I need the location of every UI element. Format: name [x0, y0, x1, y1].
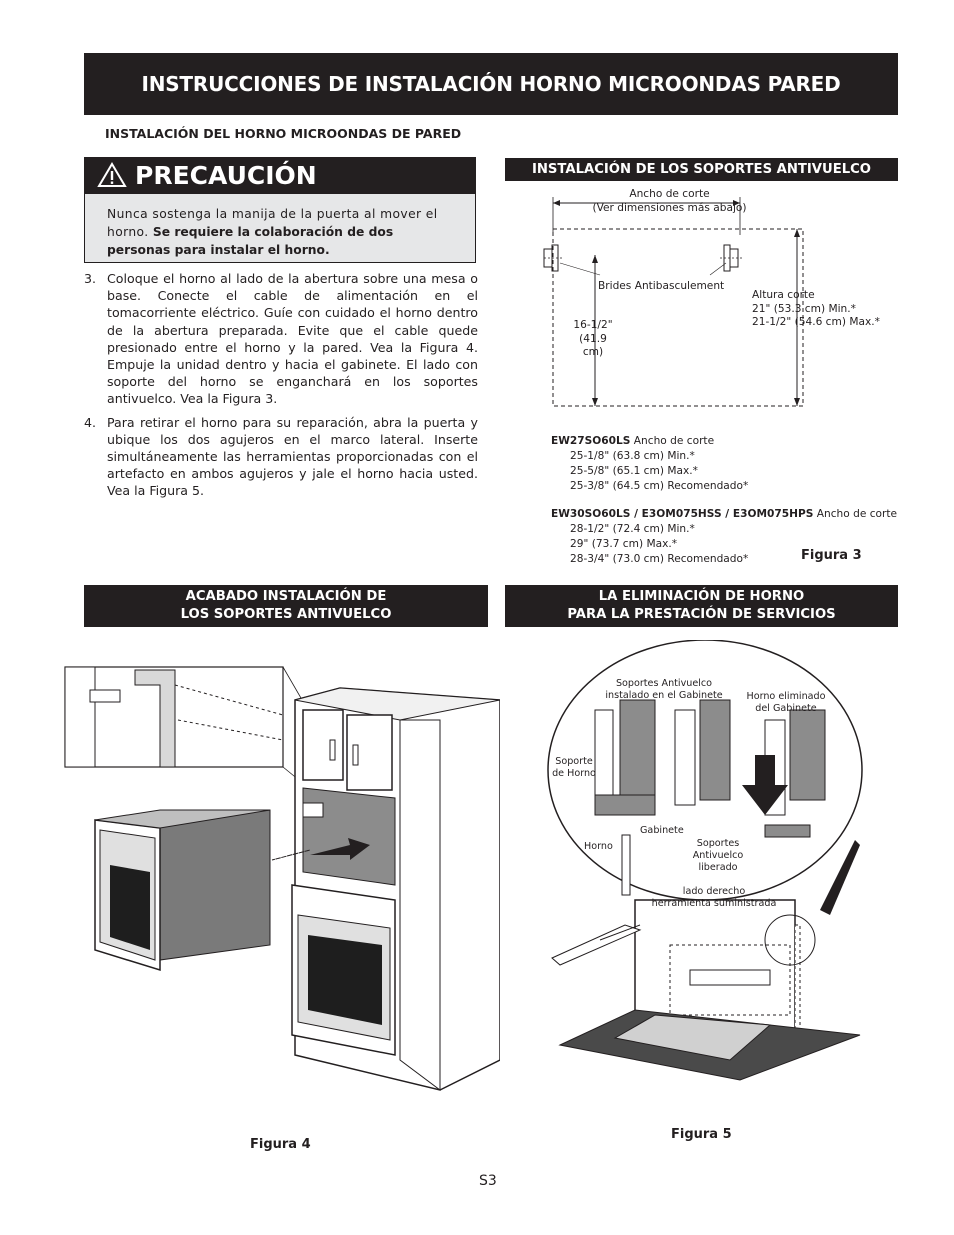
model2-name: EW30SO60LS / E3OM075HSS / E3OM075HPS — [551, 508, 814, 520]
cut-height-min: 21" (53.3 cm) Min.* — [752, 302, 856, 315]
label-support-line2: de Horno — [552, 768, 596, 779]
warning-icon — [97, 162, 127, 188]
left-bracket-icon — [544, 245, 564, 271]
caution-title: PRECAUCIÓN — [135, 161, 317, 190]
figure4-caption: Figura 4 — [250, 1137, 311, 1152]
figure5-caption: Figura 5 — [671, 1127, 732, 1142]
offset-label — [568, 319, 618, 360]
model2-max: 29" (73.7 cm) Max.* — [570, 538, 678, 550]
model1-max: 25-5/8" (65.1 cm) Max.* — [570, 465, 698, 477]
caution-box — [84, 157, 476, 263]
label-released — [686, 838, 750, 874]
model1-label: Ancho de corte — [630, 435, 715, 447]
label-installed-line2: instalado en el Gabinete — [605, 690, 723, 701]
model1-recommended: 25-3/8" (64.5 cm) Recomendado* — [570, 480, 749, 492]
page-number: S3 — [479, 1173, 497, 1189]
figure3-header — [505, 158, 898, 181]
cut-height-label — [752, 289, 880, 330]
model1-specs — [551, 434, 748, 494]
label-released-line2: Antivuelco — [692, 850, 744, 861]
section-heading: INSTALACIÓN DEL HORNO MICROONDAS DE PARED — [105, 126, 462, 141]
model1-name: EW27SO60LS — [551, 435, 631, 447]
label-installed — [604, 678, 724, 702]
label-tool-line1: lado derecho — [682, 886, 746, 897]
figure5-header — [505, 585, 898, 627]
model2-label: Ancho de corte — [813, 508, 898, 520]
label-tool-line2: herramienta suministrada — [651, 898, 777, 909]
cut-height-title: Altura corte — [752, 289, 815, 301]
label-installed-line1: Soportes Antivuelco — [615, 678, 713, 689]
label-removed-line1: Horno eliminado — [746, 691, 826, 702]
label-support — [550, 756, 598, 780]
model1-min: 25-1/8" (63.8 cm) Min.* — [570, 450, 695, 462]
label-support-line1: Soporte — [555, 756, 593, 767]
figure3-header-text: INSTALACIÓN DE LOS SOPORTES ANTIVUELCO — [531, 162, 872, 177]
label-removed — [740, 691, 832, 715]
figure3-caption: Figura 3 — [801, 548, 862, 563]
label-cabinet: Gabinete — [640, 825, 684, 836]
oven-install-illustration — [60, 660, 500, 1100]
offset-label-line2: (41.9 cm) — [579, 332, 607, 358]
model2-recommended: 28-3/4" (73.0 cm) Recomendado* — [570, 553, 749, 565]
offset-label-line1: 16-1/2" — [573, 319, 613, 331]
step-item — [84, 270, 478, 408]
caution-text — [85, 194, 475, 262]
label-released-line3: liberado — [698, 862, 738, 873]
caution-text-plain: Nunca sostenga la manija de la puerta al mover el horno. — [107, 207, 438, 239]
label-oven: Horno — [584, 841, 613, 852]
caution-text-bold: Se requiere la colaboración de dos personas para instalar el horno. — [107, 225, 394, 257]
step-text: Para retirar el horno para su reparación, abra la puerta y ubique los dos agujeros en el marco lateral. Inserte simultáneamente las herramientas proporcionadas con el artefacto en ambos agujeros y jale el horno hacia usted. Vea la Figura 5. — [107, 414, 478, 499]
figure4-header-line1: ACABADO INSTALACIÓN DE — [185, 589, 387, 604]
step-number: 3. — [84, 271, 97, 286]
figure5-header-line1: LA ELIMINACIÓN DE HORNO — [598, 589, 805, 604]
step-number: 4. — [84, 414, 97, 430]
model2-min: 28-1/2" (72.4 cm) Min.* — [570, 523, 695, 535]
right-bracket-icon — [720, 245, 742, 271]
caution-header — [85, 158, 475, 194]
label-tool — [651, 886, 777, 910]
brackets-label: Brides Antibasculement — [598, 280, 725, 292]
cut-width-label — [567, 188, 772, 215]
label-removed-line2: del Gabinete — [755, 703, 817, 714]
figure4-header — [84, 585, 488, 627]
cut-width-label-line2: (Ver dimensiones más abajo) — [592, 201, 747, 214]
label-released-line1: Soportes — [696, 838, 740, 849]
page-title-banner — [84, 53, 898, 115]
figure5-header-line2: PARA LA PRESTACIÓN DE SERVICIOS — [567, 607, 836, 622]
page-title: INSTRUCCIONES DE INSTALACIÓN HORNO MICROONDAS PARED — [141, 72, 841, 96]
cut-height-max: 21-1/2" (54.6 cm) Max.* — [752, 316, 880, 328]
instruction-steps — [84, 270, 478, 506]
step-item — [84, 414, 478, 500]
figure4-header-line2: LOS SOPORTES ANTIVUELCO — [180, 607, 392, 622]
step-text: Coloque el horno al lado de la abertura sobre una mesa o base. Conecte el cable de alimentación en el tomacorriente eléctrico. Guíe con cuidado el horno dentro de la abertura preparada. Evite que el cable quede presionado entre el horno y la pared. Vea la Figura 4. Empuje la unidad dentro y hacia el gabinete. El lado con soporte del horno se enganchará en los soportes antivuelco. Vea la Figura 3. — [107, 271, 478, 407]
cut-width-label-line1: Ancho de corte — [629, 188, 710, 200]
